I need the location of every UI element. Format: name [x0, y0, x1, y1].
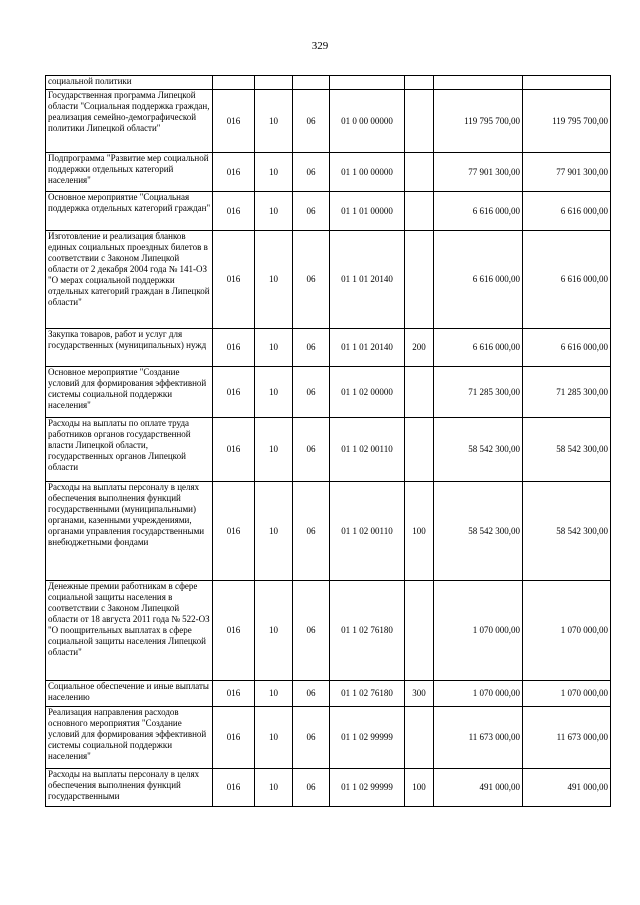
table-row — [46, 681, 611, 707]
subsection-code: 06 — [293, 418, 330, 482]
section-code — [255, 76, 293, 90]
section-code: 10 — [255, 681, 293, 707]
target-article-code: 01 1 02 76180 — [330, 681, 405, 707]
amount-year-1: 6 616 000,00 — [434, 231, 523, 329]
table-row — [46, 707, 611, 769]
amount-year-1: 77 901 300,00 — [434, 153, 523, 192]
row-name: Основное мероприятие "Создание условий для формирования эффективной системы социальной поддержки населения" — [46, 367, 213, 418]
amount-year-1: 1 070 000,00 — [434, 581, 523, 681]
subsection-code: 06 — [293, 231, 330, 329]
row-name: Расходы на выплаты персоналу в целях обеспечения выполнения функций государственными (муниципальными) органами, казенными учреждениями, органами управления государственными внебюджетными фондами — [46, 482, 213, 581]
target-article-code: 01 1 00 00000 — [330, 153, 405, 192]
amount-year-1 — [434, 76, 523, 90]
target-article-code: 01 1 02 99999 — [330, 769, 405, 807]
table-row — [46, 90, 611, 153]
admin-code: 016 — [213, 192, 255, 231]
amount-year-1: 1 070 000,00 — [434, 681, 523, 707]
row-name: Расходы на выплаты персоналу в целях обеспечения выполнения функций государственными — [46, 769, 213, 807]
amount-year-2: 71 285 300,00 — [523, 367, 611, 418]
admin-code: 016 — [213, 90, 255, 153]
target-article-code: 01 1 01 20140 — [330, 231, 405, 329]
admin-code: 016 — [213, 581, 255, 681]
table-row — [46, 418, 611, 482]
subsection-code: 06 — [293, 482, 330, 581]
subsection-code — [293, 76, 330, 90]
target-article-code: 01 1 02 76180 — [330, 581, 405, 681]
expense-type-code: 200 — [405, 329, 434, 367]
section-code: 10 — [255, 581, 293, 681]
subsection-code: 06 — [293, 153, 330, 192]
subsection-code: 06 — [293, 581, 330, 681]
section-code: 10 — [255, 769, 293, 807]
target-article-code: 01 1 01 00000 — [330, 192, 405, 231]
table-row — [46, 231, 611, 329]
subsection-code: 06 — [293, 681, 330, 707]
admin-code: 016 — [213, 418, 255, 482]
subsection-code: 06 — [293, 367, 330, 418]
row-name: Реализация направления расходов основного мероприятия "Создание условий для формирования эффективной системы социальной поддержки населения" — [46, 707, 213, 769]
row-name: Социальное обеспечение и иные выплаты населению — [46, 681, 213, 707]
admin-code: 016 — [213, 153, 255, 192]
amount-year-2: 6 616 000,00 — [523, 192, 611, 231]
expense-type-code — [405, 418, 434, 482]
table-row — [46, 482, 611, 581]
amount-year-2 — [523, 76, 611, 90]
admin-code: 016 — [213, 231, 255, 329]
amount-year-2: 1 070 000,00 — [523, 681, 611, 707]
table-row — [46, 367, 611, 418]
amount-year-1: 71 285 300,00 — [434, 367, 523, 418]
table-row — [46, 192, 611, 231]
row-name: Расходы на выплаты по оплате труда работников органов государственной власти Липецкой области, государственных органов Липецкой области — [46, 418, 213, 482]
table-row — [46, 769, 611, 807]
row-name: Государственная программа Липецкой области "Социальная поддержка граждан, реализация семейно-демографической политики Липецкой области" — [46, 90, 213, 153]
amount-year-2: 119 795 700,00 — [523, 90, 611, 153]
target-article-code: 01 1 01 20140 — [330, 329, 405, 367]
amount-year-2: 77 901 300,00 — [523, 153, 611, 192]
row-name: Денежные премии работникам в сфере социальной защиты населения в соответствии с Законом Липецкой области от 18 августа 2011 года № 522-ОЗ "О поощрительных выплатах в сфере социальной защиты населения Липецкой области" — [46, 581, 213, 681]
table-row — [46, 153, 611, 192]
amount-year-1: 58 542 300,00 — [434, 418, 523, 482]
amount-year-1: 119 795 700,00 — [434, 90, 523, 153]
amount-year-2: 58 542 300,00 — [523, 482, 611, 581]
amount-year-2: 6 616 000,00 — [523, 329, 611, 367]
section-code: 10 — [255, 90, 293, 153]
table-row — [46, 581, 611, 681]
subsection-code: 06 — [293, 192, 330, 231]
admin-code: 016 — [213, 681, 255, 707]
target-article-code: 01 1 02 00000 — [330, 367, 405, 418]
row-name: Подпрограмма "Развитие мер социальной поддержки отдельных категорий населения" — [46, 153, 213, 192]
expense-type-code — [405, 90, 434, 153]
target-article-code: 01 1 02 00110 — [330, 482, 405, 581]
expense-type-code: 300 — [405, 681, 434, 707]
subsection-code: 06 — [293, 769, 330, 807]
expense-type-code — [405, 231, 434, 329]
expense-type-code — [405, 367, 434, 418]
amount-year-1: 58 542 300,00 — [434, 482, 523, 581]
amount-year-2: 1 070 000,00 — [523, 581, 611, 681]
expense-type-code: 100 — [405, 482, 434, 581]
section-code: 10 — [255, 153, 293, 192]
admin-code: 016 — [213, 329, 255, 367]
amount-year-1: 6 616 000,00 — [434, 329, 523, 367]
section-code: 10 — [255, 707, 293, 769]
subsection-code: 06 — [293, 90, 330, 153]
admin-code: 016 — [213, 482, 255, 581]
expense-type-code — [405, 581, 434, 681]
admin-code: 016 — [213, 769, 255, 807]
expense-type-code — [405, 153, 434, 192]
amount-year-1: 6 616 000,00 — [434, 192, 523, 231]
target-article-code: 01 0 00 00000 — [330, 90, 405, 153]
row-name: Основное мероприятие "Социальная поддержка отдельных категорий граждан" — [46, 192, 213, 231]
section-code: 10 — [255, 329, 293, 367]
table-row — [46, 329, 611, 367]
expense-type-code — [405, 76, 434, 90]
subsection-code: 06 — [293, 707, 330, 769]
section-code: 10 — [255, 482, 293, 581]
amount-year-2: 11 673 000,00 — [523, 707, 611, 769]
section-code: 10 — [255, 418, 293, 482]
section-code: 10 — [255, 231, 293, 329]
row-name: социальной политики — [46, 76, 213, 90]
amount-year-1: 11 673 000,00 — [434, 707, 523, 769]
row-name: Изготовление и реализация бланков единых социальных проездных билетов в соответствии с Законом Липецкой области от 2 декабря 2004 года № 141-ОЗ "О мерах социальной поддержки отдельных категорий граждан в Липецкой области" — [46, 231, 213, 329]
admin-code — [213, 76, 255, 90]
amount-year-2: 491 000,00 — [523, 769, 611, 807]
admin-code: 016 — [213, 367, 255, 418]
amount-year-2: 6 616 000,00 — [523, 231, 611, 329]
section-code: 10 — [255, 192, 293, 231]
target-article-code: 01 1 02 99999 — [330, 707, 405, 769]
admin-code: 016 — [213, 707, 255, 769]
table-row — [46, 76, 611, 90]
expense-type-code — [405, 192, 434, 231]
target-article-code: 01 1 02 00110 — [330, 418, 405, 482]
amount-year-1: 491 000,00 — [434, 769, 523, 807]
expense-type-code: 100 — [405, 769, 434, 807]
amount-year-2: 58 542 300,00 — [523, 418, 611, 482]
expense-type-code — [405, 707, 434, 769]
section-code: 10 — [255, 367, 293, 418]
target-article-code — [330, 76, 405, 90]
row-name: Закупка товаров, работ и услуг для государственных (муниципальных) нужд — [46, 329, 213, 367]
page-number: 329 — [311, 40, 329, 52]
subsection-code: 06 — [293, 329, 330, 367]
budget-table — [45, 75, 611, 807]
